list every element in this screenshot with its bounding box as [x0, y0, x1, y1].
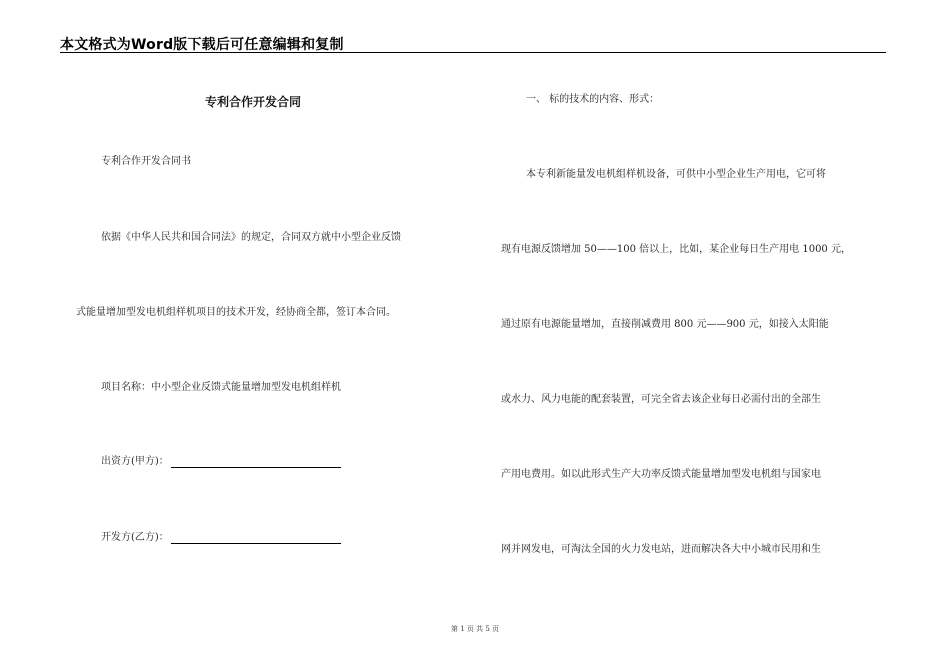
right-line-6: 网并网发电，可淘汰全国的火力发电站，进而解决各大中小城市民用和生 [501, 544, 821, 555]
right-line-5: 产用电费用。如以此形式生产大功率反馈式能量增加型发电机组与国家电 [501, 469, 821, 480]
investor-signature-row [101, 455, 341, 468]
document-banner: 本文格式为Word版下载后可任意编辑和复制 [60, 37, 344, 53]
right-line-3: 通过原有电源能量增加，直接削减费用 800 元——900 元，如接入太阳能 [501, 319, 829, 330]
left-line-basis: 依据《中华人民共和国合同法》的规定，合同双方就中小型企业反馈 [101, 232, 401, 243]
right-line-4: 或水力、风力电能的配套装置，可完全省去该企业每日必需付出的全部生 [501, 394, 821, 405]
header-divider [60, 52, 886, 53]
developer-label: 开发方(乙方)： [101, 532, 169, 543]
right-line-2: 现有电源反馈增加 50——100 倍以上，比如，某企业每日生产用电 1000 元， [501, 244, 851, 255]
investor-signature-blank [171, 457, 341, 468]
page-number: 第 1 页 共 5 页 [450, 625, 500, 633]
left-line-project-name: 项目名称：中小型企业反馈式能量增加型发电机组样机 [101, 382, 341, 393]
developer-signature-row [101, 531, 341, 544]
right-line-section-heading: 一、 标的技术的内容、形式： [526, 94, 660, 105]
investor-label: 出资方(甲方)： [101, 456, 169, 467]
left-line-contract-heading: 专利合作开发合同书 [101, 156, 191, 167]
developer-signature-blank [171, 533, 341, 544]
left-line-basis-continued: 式能量增加型发电机组样机项目的技术开发，经协商全都，签订本合同。 [76, 307, 396, 318]
right-line-1: 本专利新能量发电机组样机设备，可供中小型企业生产用电，它可将 [526, 169, 826, 180]
document-title: 专利合作开发合同 [205, 95, 302, 109]
